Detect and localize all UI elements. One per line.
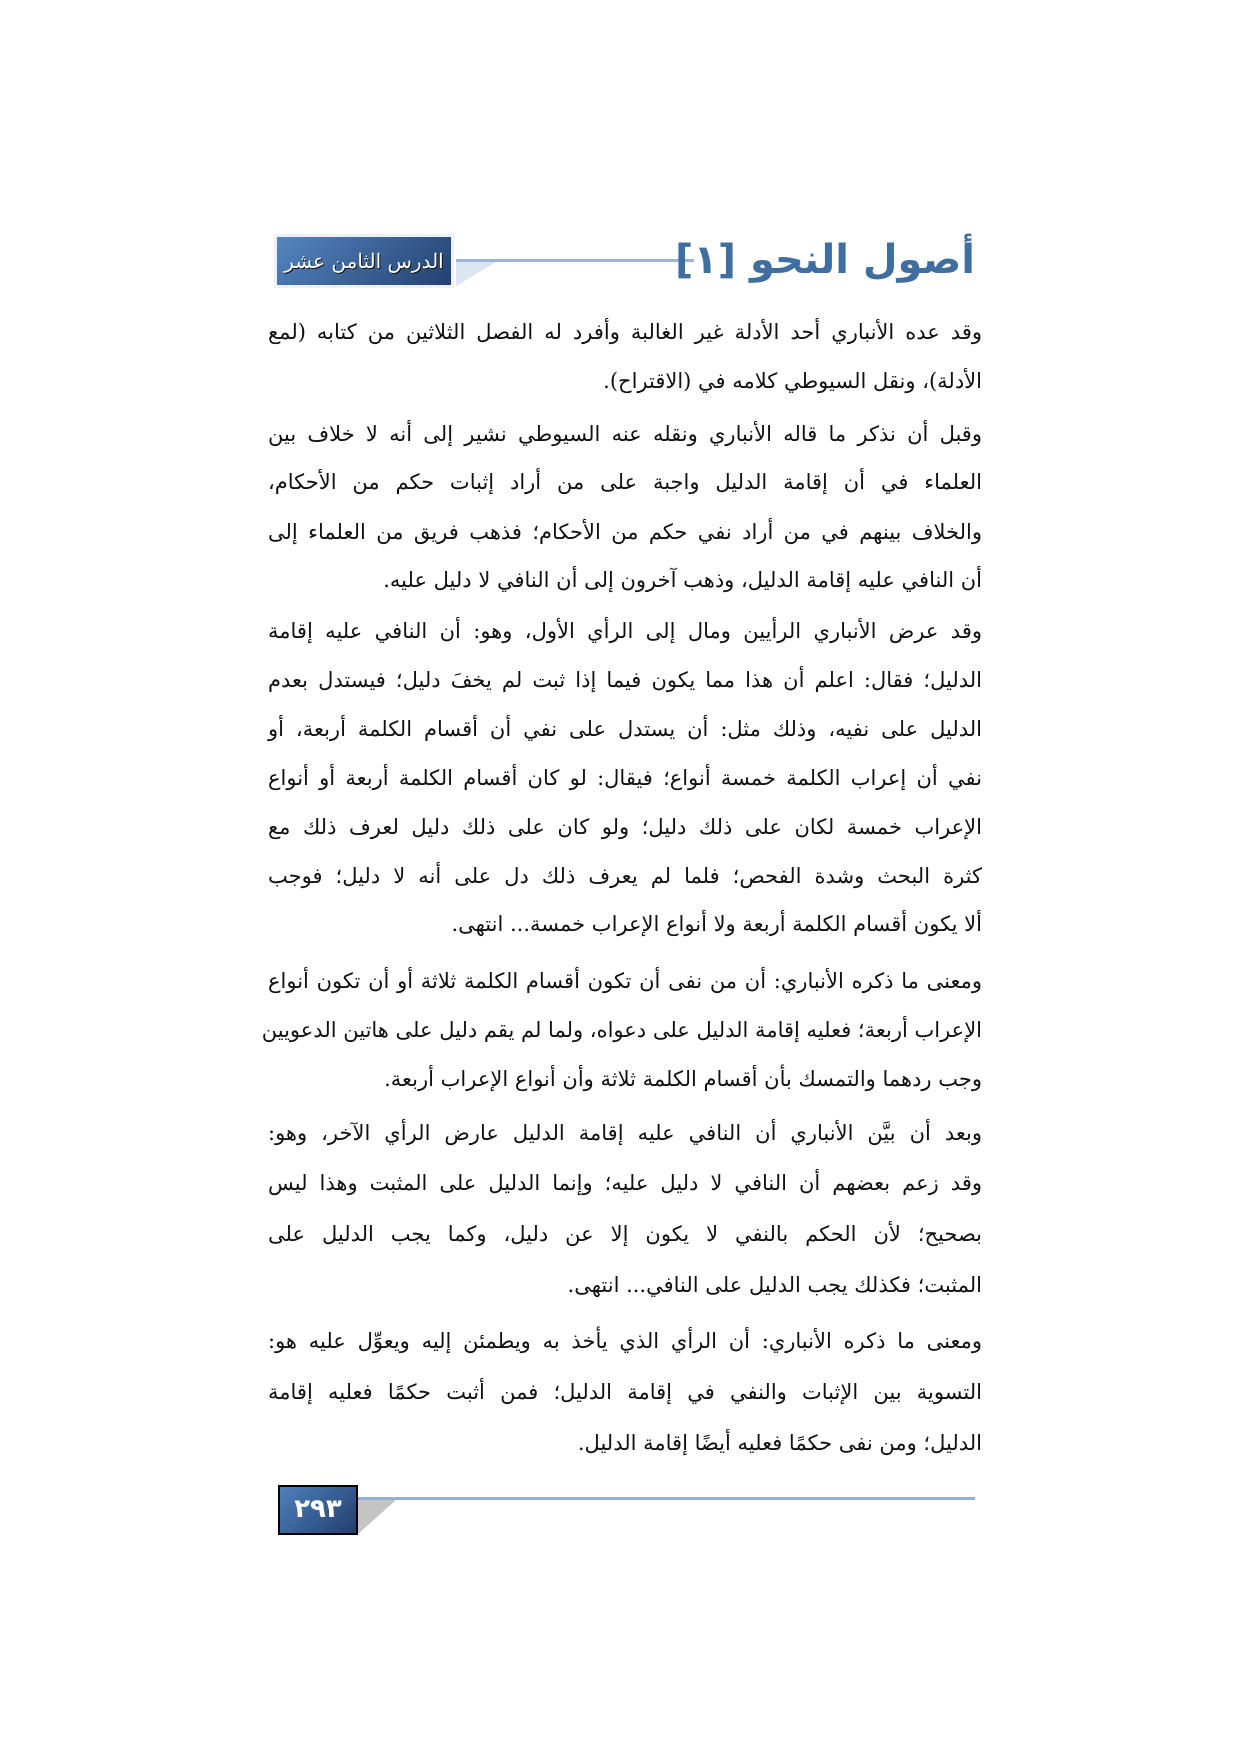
lesson-badge: [274, 234, 454, 288]
text-line: وبعد أن بيَّن الأنباري أن النافي عليه إقامة الدليل عارض الرأي الآخر، وهو:: [268, 1121, 982, 1145]
text-line: نفي أن إعراب الكلمة خمسة أنواع؛ فيقال: لو كان أقسام الكلمة أربعة أو أنواع: [268, 766, 982, 790]
text-line: كثرة البحث وشدة الفحص؛ فلما لم يعرف ذلك دل على أنه لا دليل؛ فوجب: [268, 864, 982, 888]
text-line: العلماء في أن إقامة الدليل واجبة على من أراد إثبات حكم من الأحكام،: [268, 470, 982, 494]
text-line: ألا يكون أقسام الكلمة أربعة ولا أنواع الإعراب خمسة... انتهى.: [451, 912, 982, 936]
text-line: الإعراب أربعة؛ فعليه إقامة الدليل على دعواه، ولما لم يقم دليل على هاتين الدعويين: [261, 1018, 982, 1042]
text-line: الدليل؛ ومن نفى حكمًا فعليه أيضًا إقامة الدليل.: [577, 1431, 982, 1455]
header-divider-shadow: [456, 262, 496, 286]
text-line: وجب ردهما والتمسك بأن أقسام الكلمة ثلاثة وأن أنواع الإعراب أربعة.: [384, 1067, 982, 1091]
text-line: ومعنى ما ذكره الأنباري: أن من نفى أن تكون أقسام الكلمة ثلاثة أو أن تكون أنواع: [268, 969, 982, 993]
text-line: وقد عده الأنباري أحد الأدلة غير الغالبة وأفرد له الفصل الثلاثين من كتابه (لمع: [268, 320, 982, 344]
text-line: المثبت؛ فكذلك يجب الدليل على النافي... انتهى.: [567, 1273, 982, 1297]
text-line: ومعنى ما ذكره الأنباري: أن الرأي الذي يأخذ به ويطمئن إليه ويعوِّل عليه هو:: [268, 1329, 982, 1353]
text-line: وقد زعم بعضهم أن النافي لا دليل عليه؛ وإنما الدليل على المثبت وهذا ليس: [268, 1171, 982, 1195]
text-line: الإعراب خمسة لكان على ذلك دليل؛ ولو كان على ذلك دليل لعرف ذلك مع: [268, 815, 982, 839]
text-line: الدليل على نفيه، وذلك مثل: أن يستدل على نفي أن أقسام الكلمة أربعة، أو: [268, 717, 982, 741]
text-line: وقد عرض الأنباري الرأيين ومال إلى الرأي الأول، وهو: أن النافي عليه إقامة: [268, 619, 982, 643]
footer-divider: [358, 1497, 975, 1500]
footer-divider-shadow: [358, 1500, 396, 1534]
text-line: والخلاف بينهم في من أراد نفي حكم من الأحكام؛ فذهب فريق من العلماء إلى: [268, 520, 982, 544]
text-line: وقبل أن نذكر ما قاله الأنباري ونقله عنه السيوطي نشير إلى أنه لا خلاف بين: [268, 422, 982, 446]
text-line: بصحيح؛ لأن الحكم بالنفي لا يكون إلا عن دليل، وكما يجب الدليل على: [268, 1222, 982, 1246]
text-line: الدليل؛ فقال: اعلم أن هذا مما يكون فيما إذا ثبت لم يخفَ دليل؛ فيستدل بعدم: [268, 668, 982, 692]
text-line: التسوية بين الإثبات والنفي في إقامة الدليل؛ فمن أثبت حكمًا فعليه إقامة: [268, 1380, 982, 1404]
book-title: أصول النحو [١]: [675, 237, 975, 283]
text-line: الأدلة)، ونقل السيوطي كلامه في (الاقتراح).: [603, 369, 982, 393]
lesson-label: الدرس الثامن عشر: [277, 237, 451, 285]
page-number: ٢٩٣: [278, 1485, 358, 1535]
text-line: أن النافي عليه إقامة الدليل، وذهب آخرون إلى أن النافي لا دليل عليه.: [383, 568, 982, 592]
